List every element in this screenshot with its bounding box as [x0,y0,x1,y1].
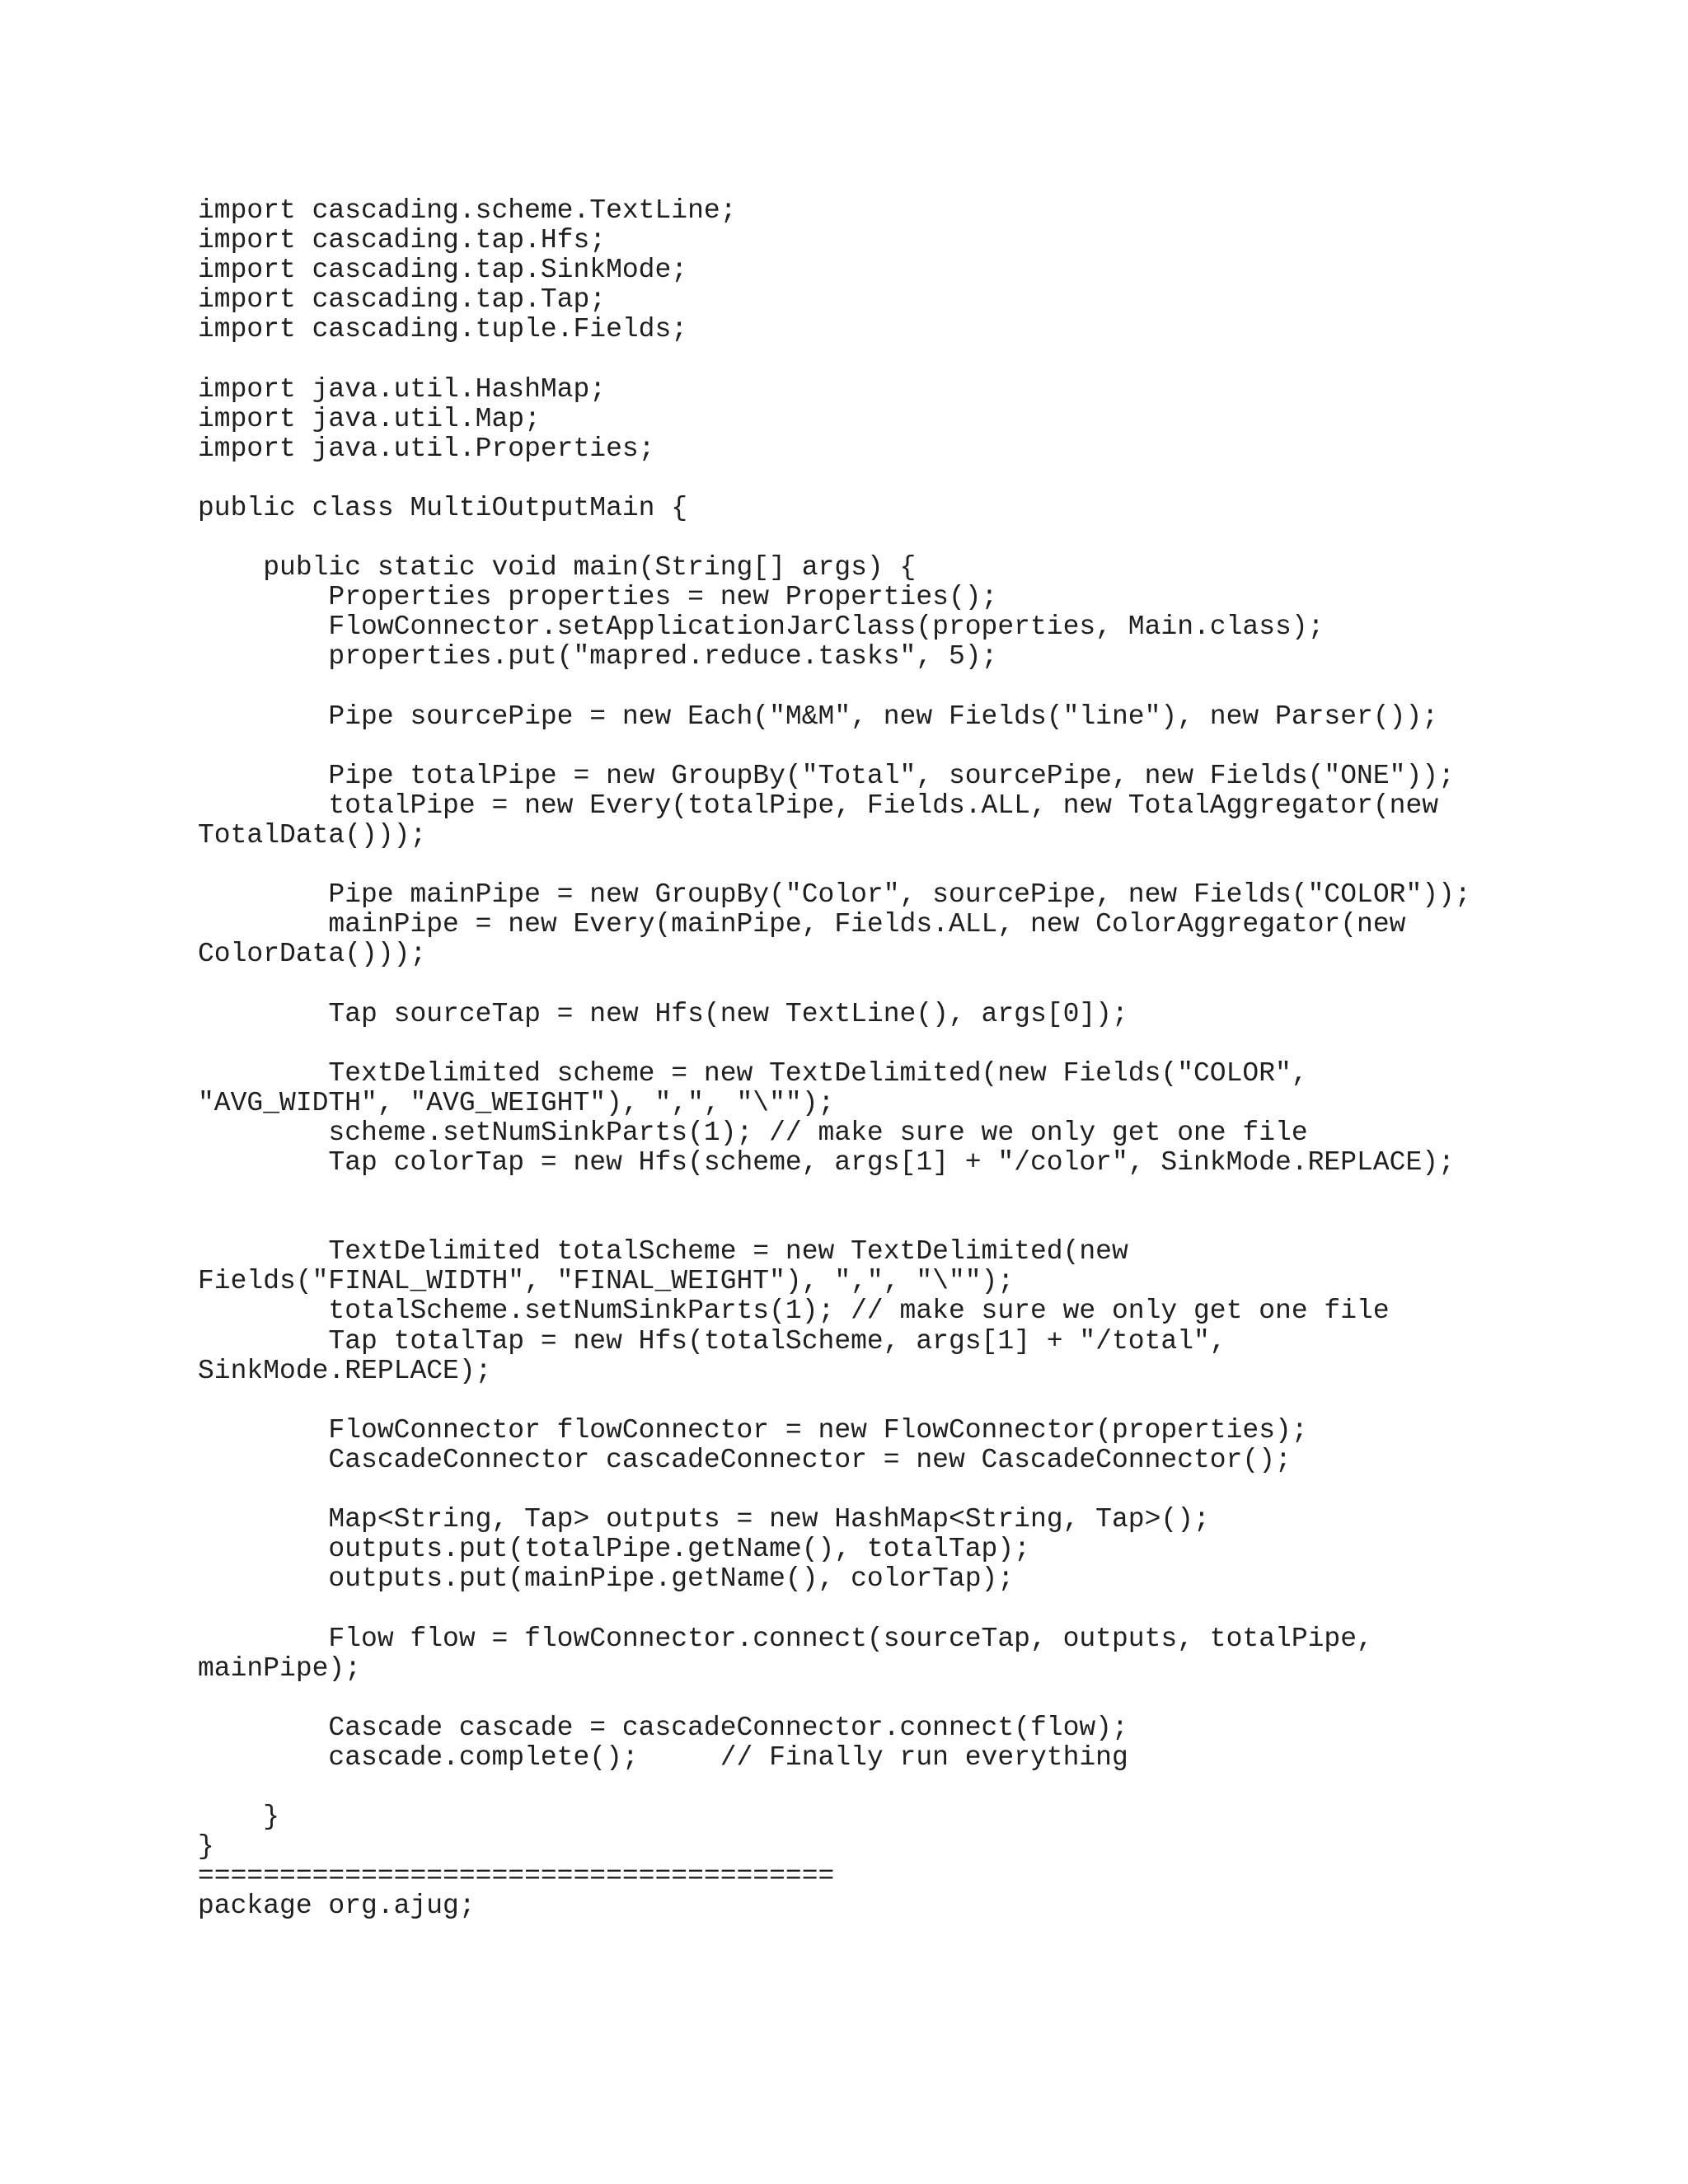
code-line: public class MultiOutputMain { [198,492,688,523]
code-line: Tap colorTap = new Hfs(scheme, args[1] + "/color", SinkMode.REPLACE); [198,1147,1455,1178]
code-line: properties.put("mapred.reduce.tasks", 5); [198,641,998,673]
code-line: FlowConnector flowConnector = new FlowConnector(properties); [198,1414,1308,1446]
code-line: ColorData())); [198,939,427,970]
code-line [198,732,1599,762]
code-line [198,851,1599,880]
code-line: outputs.put(totalPipe.getName(), totalTap); [198,1534,1030,1565]
code-line: package org.ajug; [198,1891,476,1922]
code-line: public static void main(String[] args) { [198,552,917,583]
code-line [198,523,1599,553]
code-line: import java.util.HashMap; [198,373,607,405]
code-line [198,1386,1599,1416]
code-line: ======================================= [198,1861,835,1892]
code-line: cascade.complete(); // Finally run everything [198,1741,1128,1773]
code-line: } [198,1831,214,1863]
code-line: mainPipe); [198,1652,362,1684]
code-line: Cascade cascade = cascadeConnector.connect(flow); [198,1712,1128,1743]
code-line [198,673,1599,702]
code-line: TotalData())); [198,819,427,851]
code-line: Pipe mainPipe = new GroupBy("Color", sourcePipe, new Fields("COLOR")); [198,879,1471,911]
code-line [198,1178,1599,1207]
code-line [198,1475,1599,1505]
code-line: import cascading.tuple.Fields; [198,314,688,345]
code-line: Pipe totalPipe = new GroupBy("Total", sourcePipe, new Fields("ONE")); [198,760,1455,791]
code-line [198,1594,1599,1624]
code-line: Tap totalTap = new Hfs(totalScheme, args[1] + "/total", [198,1325,1226,1357]
code-line [198,1207,1599,1237]
code-line: CascadeConnector cascadeConnector = new CascadeConnector(); [198,1444,1292,1475]
code-line: import cascading.tap.Hfs; [198,225,607,256]
code-line: import cascading.scheme.TextLine; [198,195,737,226]
code-line: Properties properties = new Properties(); [198,582,998,613]
code-line: SinkMode.REPLACE); [198,1355,492,1386]
code-line: } [198,1802,280,1833]
code-line: TextDelimited scheme = new TextDelimited(new Fields("COLOR", [198,1057,1308,1089]
code-line: Flow flow = flowConnector.connect(sourceTap, outputs, totalPipe, [198,1623,1373,1654]
code-line: Tap sourceTap = new Hfs(new TextLine(), args[0]); [198,998,1128,1029]
code-line: Fields("FINAL_WIDTH", "FINAL_WEIGHT"), ",", "\""); [198,1266,1015,1297]
code-listing [198,196,1599,1921]
code-line: import java.util.Properties; [198,433,655,464]
code-line: import cascading.tap.Tap; [198,284,607,316]
code-line: import cascading.tap.SinkMode; [198,255,688,286]
code-line: TextDelimited totalScheme = new TextDelimited(new [198,1236,1128,1268]
code-line [198,464,1599,494]
code-line: "AVG_WIDTH", "AVG_WEIGHT"), ",", "\""); [198,1087,835,1118]
code-line: Map<String, Tap> outputs = new HashMap<String, Tap>(); [198,1504,1210,1535]
code-line: totalPipe = new Every(totalPipe, Fields.ALL, new TotalAggregator(new [198,790,1439,821]
code-line: import java.util.Map; [198,403,541,434]
code-line [198,1684,1599,1713]
code-line: totalScheme.setNumSinkParts(1); // make sure we only get one file [198,1296,1390,1327]
code-line: outputs.put(mainPipe.getName(), colorTap); [198,1563,1015,1595]
code-line: Pipe sourcePipe = new Each("M&M", new Fields("line"), new Parser()); [198,701,1439,732]
code-line: mainPipe = new Every(mainPipe, Fields.ALL, new ColorAggregator(new [198,909,1406,940]
code-line [198,969,1599,999]
code-line: scheme.setNumSinkParts(1); // make sure we only get one file [198,1117,1308,1148]
code-line [198,1773,1599,1802]
code-line [198,344,1599,374]
code-line [198,1029,1599,1059]
code-line: FlowConnector.setApplicationJarClass(properties, Main.class); [198,612,1325,643]
